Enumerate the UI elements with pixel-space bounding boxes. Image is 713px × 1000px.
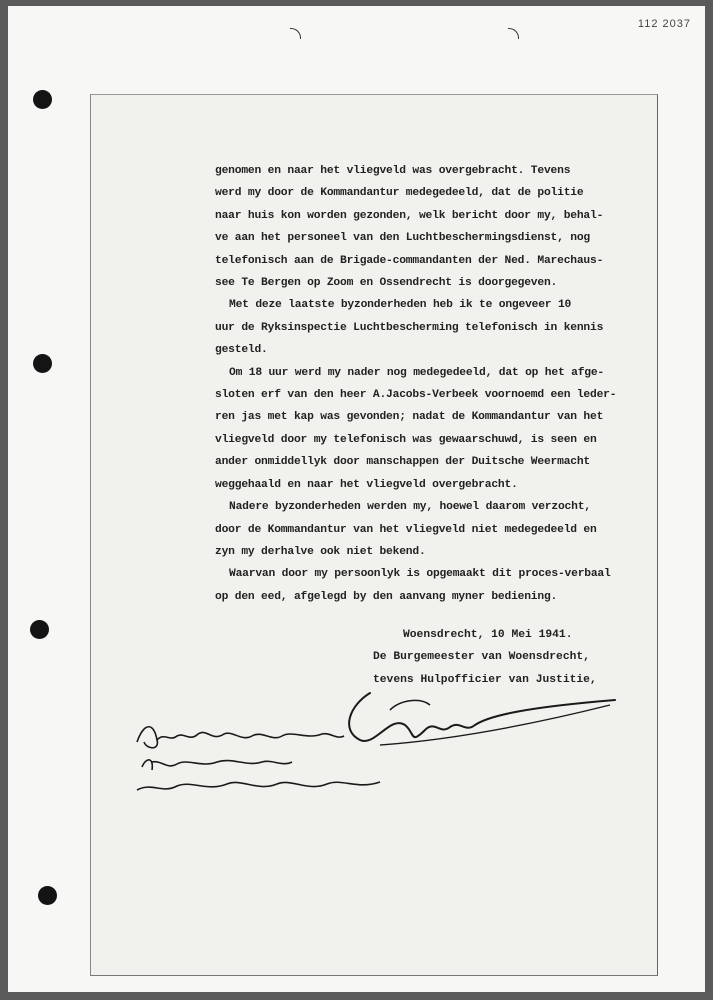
letter-line: telefonisch aan de Brigade-commandanten der Ned. Marechaus- [215, 254, 604, 267]
letter-line: zyn my derhalve ook niet bekend. [215, 545, 426, 558]
letter-line: uur de Ryksinspectie Luchtbescherming telefonisch in kennis [215, 321, 604, 334]
letter-line: weggehaald en naar het vliegveld overgebracht. [215, 478, 518, 491]
letter-line: see Te Bergen op Zoom en Ossendrecht is doorgegeven. [215, 277, 558, 290]
archive-reference: 112 2037 [637, 18, 691, 30]
place-date: Woensdrecht, 10 Mei 1941. [403, 629, 573, 641]
letter-line: Om 18 uur werd my nader nog medegedeeld, dat op het afge- [229, 366, 605, 379]
letter-line: Nadere byzonderheden werden my, hoewel daarom verzocht, [229, 501, 591, 514]
letter-line: genomen en naar het vliegveld was overgebracht. Tevens [215, 165, 571, 177]
letter-line: ren jas met kap was gevonden; nadat de Kommandantur van het [215, 411, 604, 424]
scan-mark [508, 28, 519, 39]
letter-line: werd my door de Kommandantur medegedeeld, dat de politie [215, 187, 584, 200]
letter-body [215, 160, 635, 608]
punch-hole [38, 886, 57, 905]
punch-hole [33, 354, 52, 373]
punch-hole [30, 620, 49, 639]
letter-line: door de Kommandantur van het vliegveld niet medegedeeld en [215, 523, 597, 536]
letter-line: naar huis kon worden gezonden, welk bericht door my, behal- [215, 209, 604, 222]
signature-block [373, 624, 633, 691]
letter-line: Waarvan door my persoonlyk is opgemaakt dit proces-verbaal [229, 568, 611, 581]
mayor-title: De Burgemeester van Woensdrecht, [373, 651, 590, 664]
letter-line: op den eed, afgelegd by den aanvang myner bediening. [215, 590, 558, 603]
scan-mark [290, 28, 301, 39]
letter-line: vliegveld door my telefonisch was gewaarschuwd, is seen en [215, 433, 597, 446]
handwritten-note [132, 712, 392, 802]
letter-line: ander onmiddellyk door manschappen der Duitsche Weermacht [215, 456, 591, 469]
letter-line: sloten erf van den heer A.Jacobs-Verbeek voornoemd een leder- [215, 389, 617, 402]
punch-hole [33, 90, 52, 109]
letter-line: gesteld. [215, 344, 268, 357]
letter-line: Met deze laatste byzonderheden heb ik te ongeveer 10 [229, 299, 572, 312]
letter-line: ve aan het personeel van den Luchtbeschermingsdienst, nog [215, 232, 591, 245]
mayor-role: tevens Hulpofficier van Justitie, [373, 673, 597, 686]
